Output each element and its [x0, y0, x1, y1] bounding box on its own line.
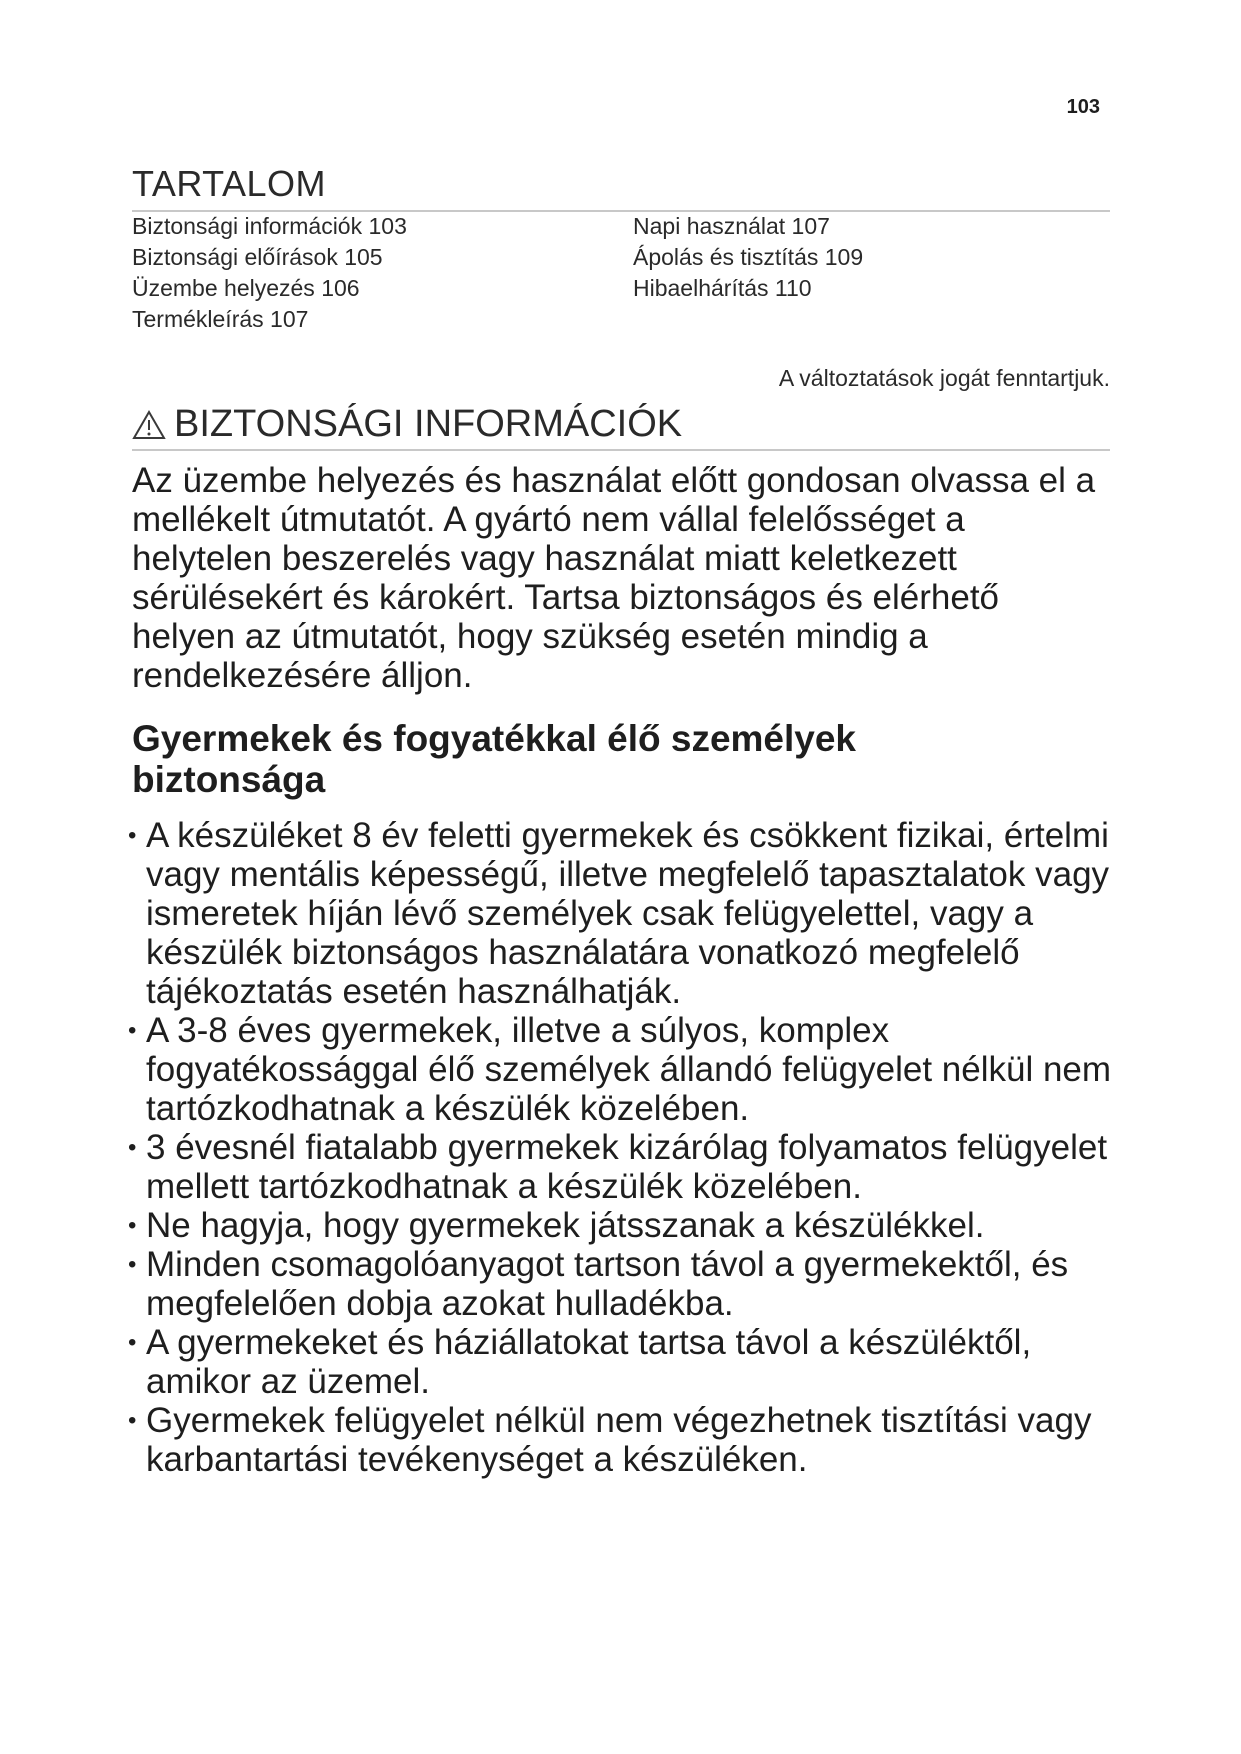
list-item: • Gyermekek felügyelet nélkül nem végezhetnek tisztítási vagy karbantartási tevékenységet a készüléken. [128, 1401, 1092, 1479]
toc-left-column [132, 211, 407, 335]
toc-item[interactable]: Termékleírás 107 [132, 306, 309, 332]
safety-bullet-list [128, 816, 1113, 1479]
toc-item[interactable]: Ápolás és tisztítás 109 [633, 244, 864, 270]
toc-item[interactable]: Napi használat 107 [633, 213, 830, 239]
list-item: • Minden csomagolóanyagot tartson távol a gyermekektől, és megfelelően dobja azokat hulladékba. [128, 1245, 1069, 1323]
bullet-icon: • [128, 1329, 137, 1356]
rights-notice: A változtatások jogát fenntartjuk. [778, 365, 1110, 391]
list-item: • A 3-8 éves gyermekek, illetve a súlyos, komplex fogyatékossággal élő személyek állandó felügyelet nélkül nem tartózkodhatnak a készülék közelében. [128, 1011, 1112, 1128]
toc-item[interactable]: Biztonsági előírások 105 [132, 244, 383, 270]
section-divider [132, 449, 1110, 451]
section-title [132, 403, 682, 446]
bullet-icon: • [128, 1407, 137, 1434]
page-number: 103 [1066, 96, 1100, 118]
toc-title: TARTALOM [132, 163, 327, 204]
warning-triangle-icon [132, 410, 166, 440]
section-title-text: BIZTONSÁGI INFORMÁCIÓK [174, 403, 683, 445]
bullet-icon: • [128, 1212, 137, 1239]
list-item: • A gyermekeket és háziállatokat tartsa távol a készüléktől, amikor az üzemel. [128, 1323, 1032, 1401]
list-item: • 3 évesnél fiatalabb gyermekek kizárólag folyamatos felügyelet mellett tartózkodhatnak a készülék közelében. [128, 1128, 1108, 1206]
toc-item[interactable]: Biztonsági információk 103 [132, 213, 407, 239]
toc-right-column [633, 211, 863, 304]
list-item: • A készüléket 8 év feletti gyermekek és csökkent fizikai, értelmi vagy mentális képességű, illetve megfelelő tapasztalatok vagy ismeretek híján lévő személyek csak felügyelettel, vagy a készülék biztonságos használatára vonatkozó megfelelő tájékoztatás esetén használhatják. [128, 816, 1110, 1011]
bullet-icon: • [128, 1251, 137, 1278]
bullet-icon: • [128, 1134, 137, 1161]
toc-item[interactable]: Üzembe helyezés 106 [132, 275, 360, 301]
intro-paragraph: Az üzembe helyezés és használat előtt gondosan olvassa el a mellékelt útmutatót. A gyártó nem vállal felelősséget a helytelen beszerelés vagy használat miatt keletkezett sérülésekért és károkért. Tartsa biztonságos és elérhető helyen az útmutatót, hogy szükség esetén mindig a rendelkezésére álljon. [132, 461, 1096, 695]
bullet-icon: • [128, 1017, 137, 1044]
subsection-heading: Gyermekek és fogyatékkal élő személyek biztonsága [132, 718, 857, 800]
list-item: • Ne hagyja, hogy gyermekek játsszanak a készülékkel. [128, 1206, 985, 1245]
toc-item[interactable]: Hibaelhárítás 110 [633, 275, 812, 301]
bullet-icon: • [128, 822, 137, 849]
